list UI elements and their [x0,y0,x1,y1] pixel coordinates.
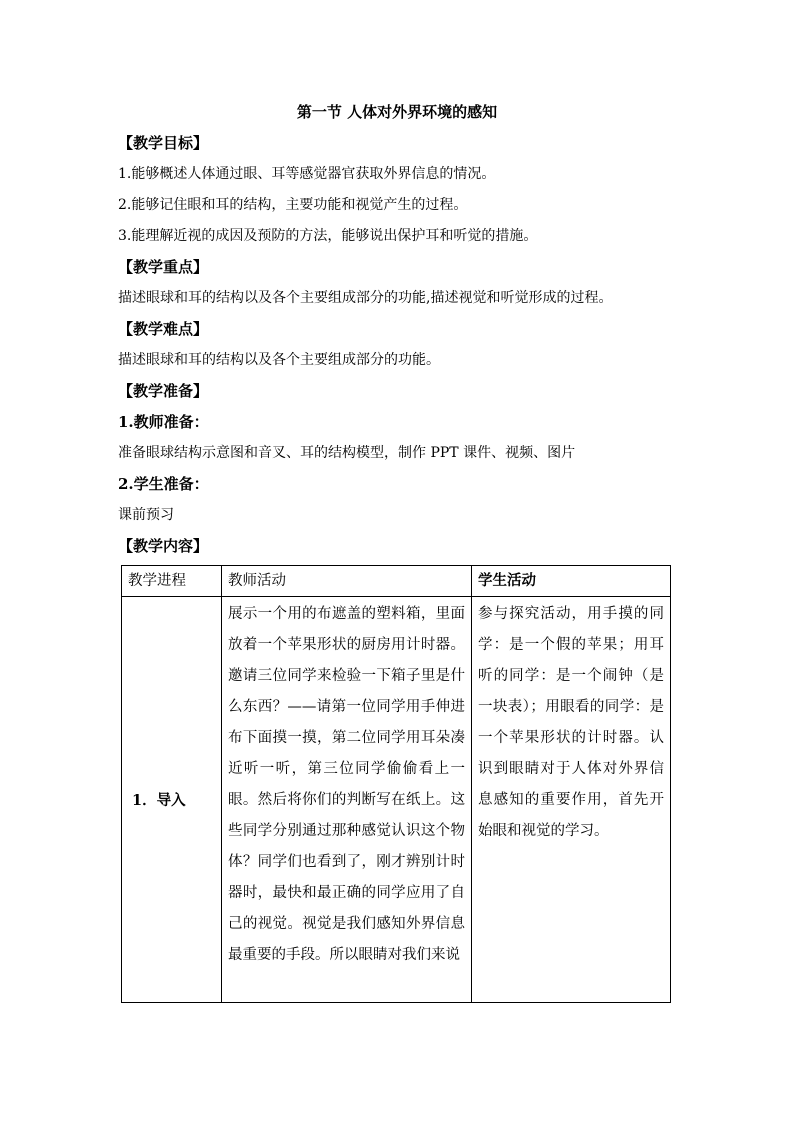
table-header-row [122,566,671,597]
objectives-heading: 【教学目标】 [118,134,209,152]
preparation-heading: 【教学准备】 [118,382,209,400]
key-points-heading: 【教学重点】 [118,258,209,276]
key-points-text: 描述眼球和耳的结构以及各个主要组成部分的功能,描述视觉和听觉形成的过程。 [118,290,613,306]
student-activity-text: 参与探究活动，用手摸的同学：是一个假的苹果；用耳听的同学：是一个闹钟（是一块表）；用眼看的同学：是一个苹果形状的计时器。认识到眼睛对于人体对外界信息感知的重要作用，首先开始眼和视觉的学习。 [478,606,664,839]
content-heading: 【教学内容】 [118,537,209,555]
column-header-teacher: 教师活动 [222,566,472,597]
teacher-activity-cell [222,597,472,1003]
stage-cell: 1．导入 [122,597,222,1003]
table-row [122,597,671,1003]
student-activity-cell [472,597,671,1003]
teacher-preparation-heading: 1.教师准备： [118,413,209,431]
objective-item: 1.能够概述人体通过眼、耳等感觉器官获取外界信息的情况。 [118,166,496,182]
objective-item: 3.能理解近视的成因及预防的方法，能够说出保护耳和听觉的措施。 [118,228,538,244]
student-preparation-heading: 2.学生准备： [118,475,209,493]
teacher-activity-text: 展示一个用的布遮盖的塑料箱，里面放着一个苹果形状的厨房用计时器。邀请三位同学来检验一下箱子里是什么东西？——请第一位同学用手伸进布下面摸一摸，第二位同学用耳朵凑近听一听，第三位同学偷偷看上一眼。然后将你们的判断写在纸上。这些同学分别通过那种感觉认识这个物体？同学们也看到了，刚才辨别计时器时，最快和最正确的同学应用了自己的视觉。视觉是我们感知外界信息最重要的手段。所以眼睛对我们来说 [228,606,465,963]
lesson-content-table [121,565,671,1003]
difficulties-text: 描述眼球和耳的结构以及各个主要组成部分的功能。 [118,352,440,368]
page-title: 第一节 人体对外界环境的感知 [296,103,498,121]
student-preparation-text: 课前预习 [118,507,174,523]
column-header-stage: 教学进程 [122,566,222,597]
teacher-preparation-text: 准备眼球结构示意图和音叉、耳的结构模型，制作 PPT 课件、视频、图片 [118,445,576,461]
difficulties-heading: 【教学难点】 [118,320,209,338]
objective-item: 2.能够记住眼和耳的结构，主要功能和视觉产生的过程。 [118,197,468,213]
column-header-student: 学生活动 [472,566,671,597]
